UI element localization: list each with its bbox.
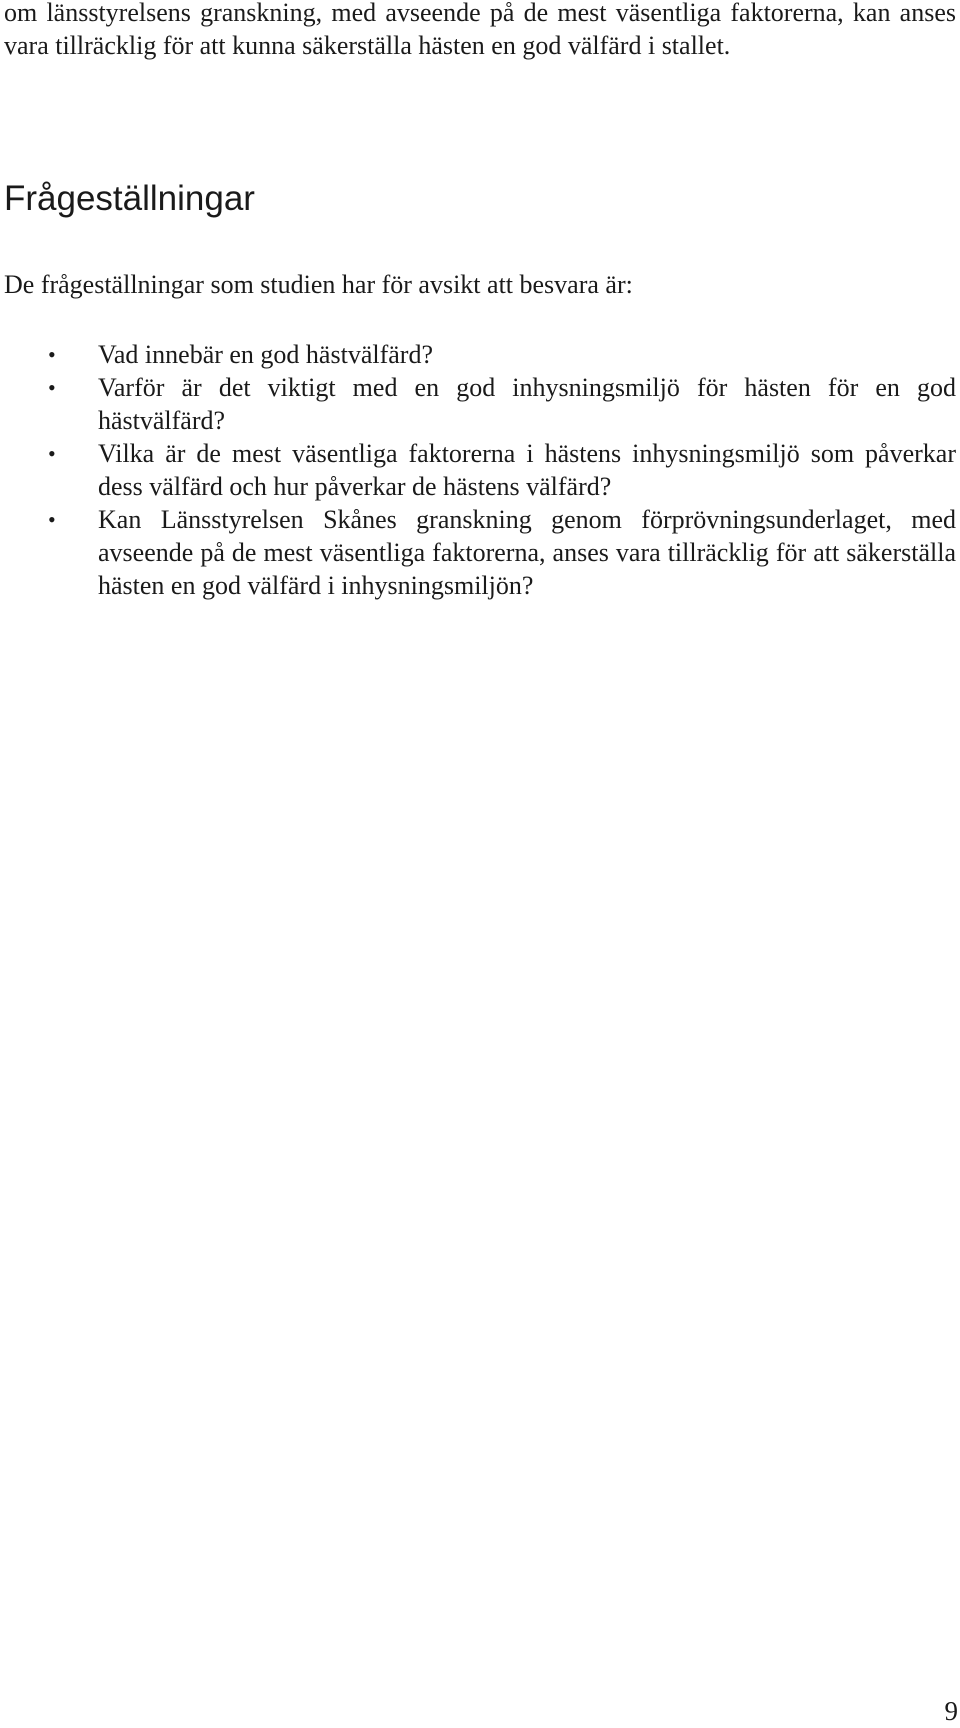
question-text: Kan Länsstyrelsen Skånes granskning genom förprövningsunderlaget, med avseende på de mest väsentliga faktorerna, anses vara tillräcklig för att säkerställa hästen en god välfärd i inhysningsmiljön?	[98, 505, 956, 600]
question-item	[48, 338, 956, 371]
bullet-icon: •	[48, 507, 56, 532]
question-text: Vad innebär en god hästvälfärd?	[98, 340, 433, 369]
question-list	[48, 338, 956, 602]
question-item	[48, 437, 956, 503]
page-number: 9	[944, 1696, 958, 1726]
bullet-icon: •	[48, 342, 56, 367]
question-item	[48, 503, 956, 602]
continuation-paragraph: om länsstyrelsens granskning, med avseende på de mest väsentliga faktorerna, kan anses vara tillräcklig för att kunna säkerställa hästen en god välfärd i stallet.	[4, 0, 956, 60]
question-item	[48, 371, 956, 437]
bullet-icon: •	[48, 375, 56, 400]
bullet-icon: •	[48, 441, 56, 466]
section-heading: Frågeställningar	[4, 179, 255, 218]
question-text: Vilka är de mest väsentliga faktorerna i hästens inhysningsmiljö som påverkar dess välfärd och hur påverkar de hästens välfärd?	[98, 439, 956, 501]
question-text: Varför är det viktigt med en god inhysningsmiljö för hästen för en god hästvälfärd?	[98, 373, 956, 435]
intro-paragraph: De frågeställningar som studien har för avsikt att besvara är:	[4, 270, 633, 299]
